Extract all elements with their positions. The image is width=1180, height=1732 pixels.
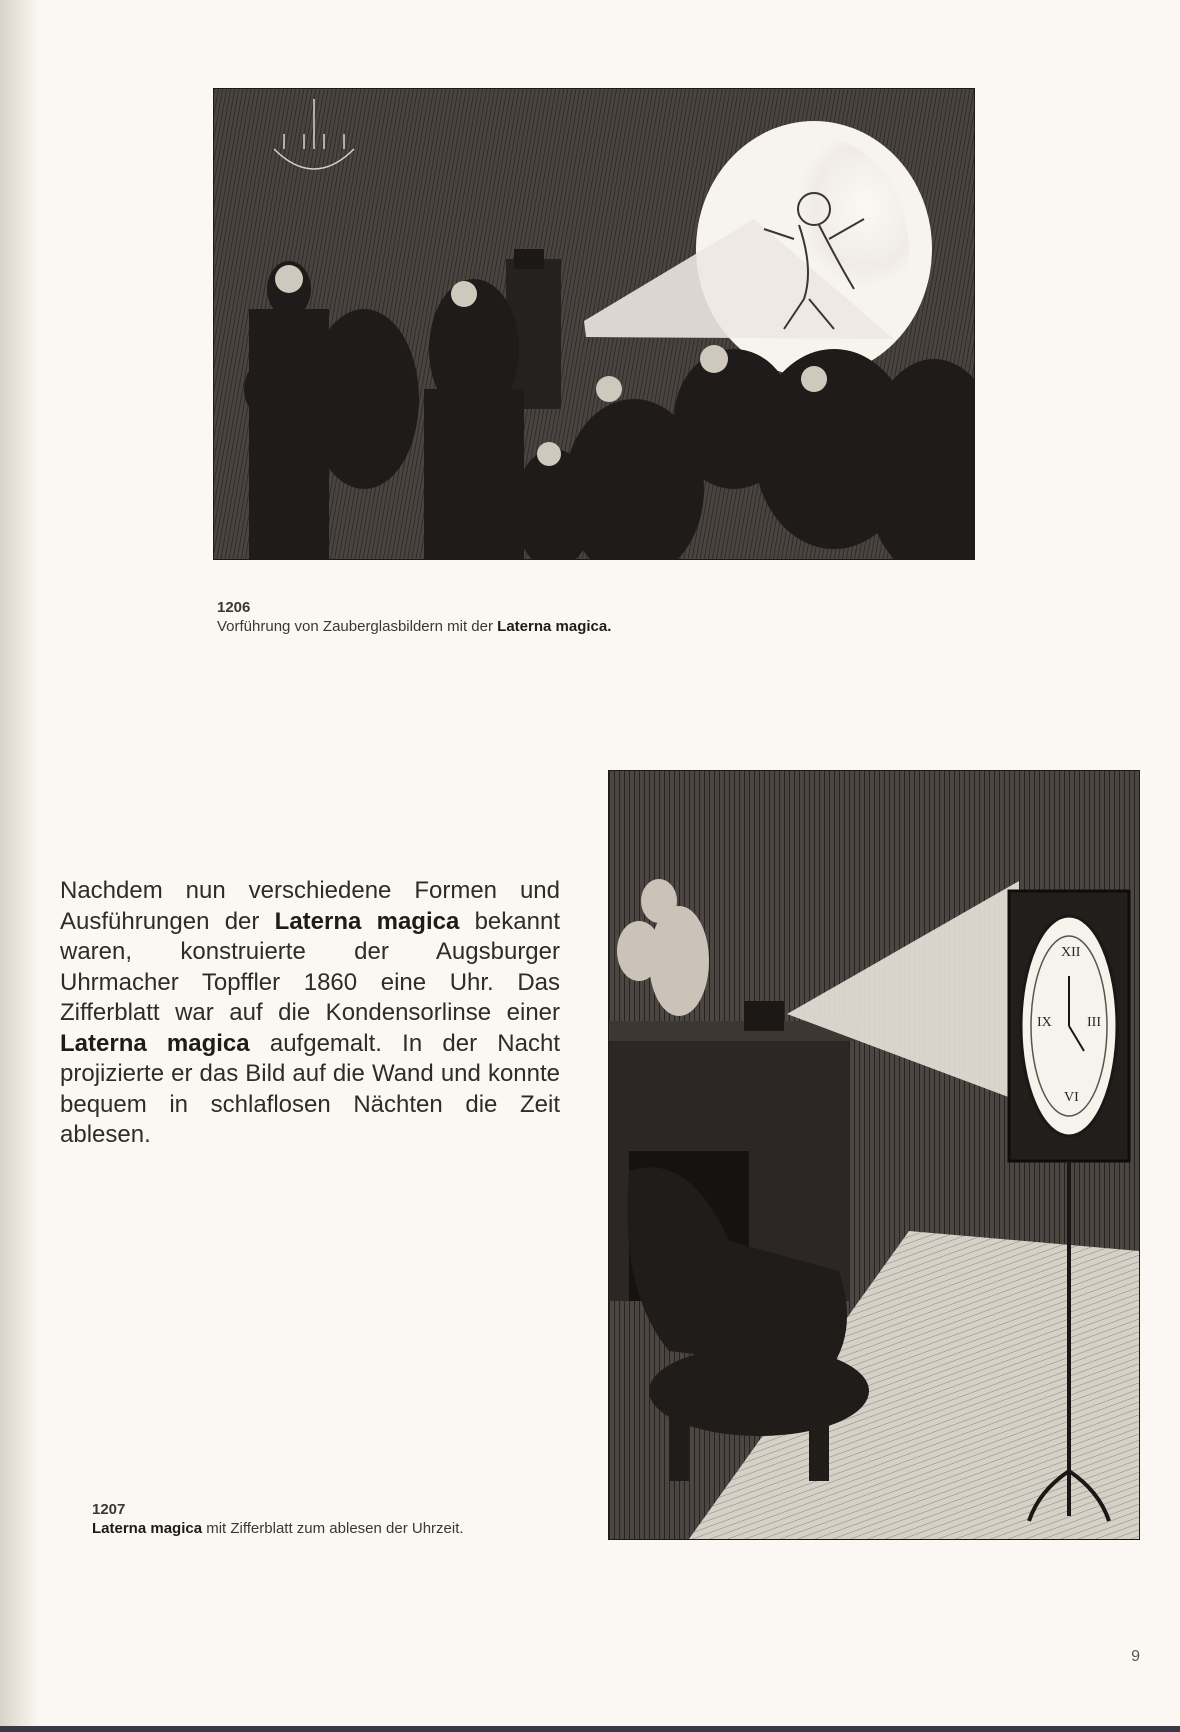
body-text-part: aufgemalt. In der Nacht projizierte er das Bild auf die Wand und konnte bequem in schlaflosen Nächten die Zeit ablesen. xyxy=(60,1029,561,1148)
svg-text:III: III xyxy=(1087,1015,1101,1030)
page-number: 9 xyxy=(1131,1648,1140,1665)
svg-text:VI: VI xyxy=(1064,1090,1079,1105)
caption-bold-term: Laterna magica xyxy=(92,1520,203,1537)
caption-text: Vorführung von Zauberglasbildern mit der xyxy=(217,618,498,635)
svg-text:XII: XII xyxy=(1061,945,1081,960)
body-text-part: Nachdem nun verschiedene Formen und Ausführungen der xyxy=(60,877,560,935)
figure-1207-caption xyxy=(92,1500,464,1538)
figure-1206-engraving xyxy=(213,88,975,560)
caption-bold-term: Laterna magica. xyxy=(497,618,612,635)
figure-1207-engraving xyxy=(608,770,1140,1540)
body-paragraph xyxy=(60,876,560,1151)
body-text-part: bekannt waren, konstruierte der Augsburger Uhrmacher Topffler 1860 eine Uhr. Das Zifferblatt war auf die Kondensorlinse einer xyxy=(60,907,560,1026)
caption-text: mit Zifferblatt zum ablesen der Uhrzeit. xyxy=(202,1520,464,1537)
book-spine-shadow xyxy=(0,0,40,1732)
figure-number: 1207 xyxy=(92,1501,126,1518)
figure-number: 1206 xyxy=(217,599,251,616)
body-bold-term: Laterna magica xyxy=(60,1029,250,1057)
svg-text:IX: IX xyxy=(1037,1015,1052,1030)
body-bold-term: Laterna magica xyxy=(274,907,460,935)
figure-1206-caption xyxy=(217,598,611,636)
page-bottom-edge xyxy=(0,1726,1180,1732)
